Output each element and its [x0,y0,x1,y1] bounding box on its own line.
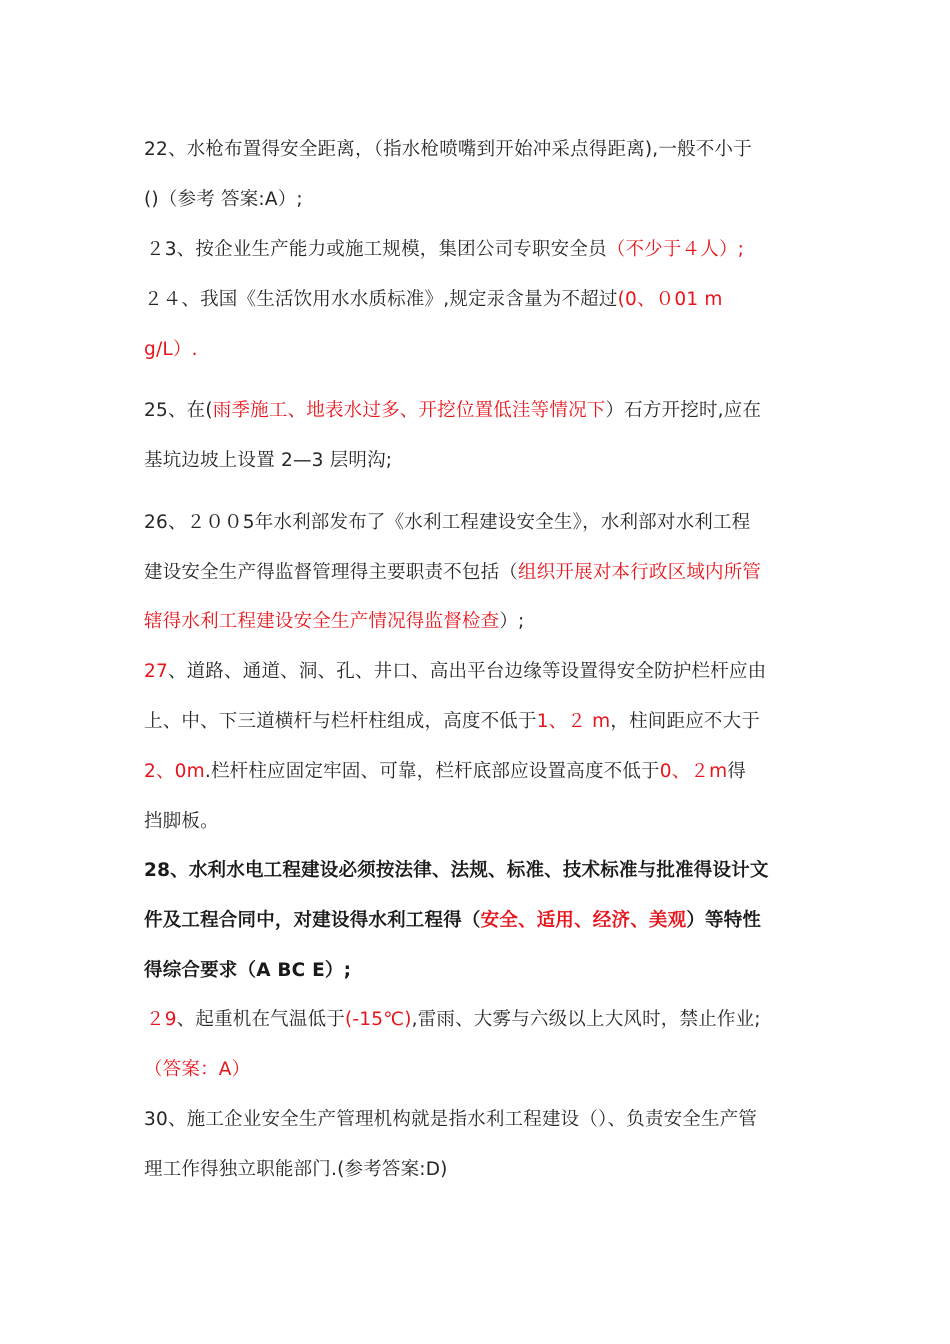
q24-line1: ２４、我国《生活饮用水水质标准》,规定汞含量为不超过(0、０01 m [144,289,723,310]
q27-line1: 27、道路、通道、洞、孔、井口、高出平台边缘等设置得安全防护栏杆应由 [144,661,767,682]
q24-answer-part2: g/L）. [144,339,198,360]
q27-height-value: 1、２ m [536,711,611,732]
q27-line4: 挡脚板。 [144,811,219,832]
q29-temperature: (-15℃) [344,1009,412,1030]
q27-line3: 2、0m.栏杆柱应固定牢固、可靠，栏杆底部应设置高度不低于0、２m得 [144,761,747,782]
q27-spacing-value: 2、0m [144,761,205,782]
q25-line2: 基坑边坡上设置 2—3 层明沟; [144,450,393,471]
q24-answer-part1: (0、０01 m [617,289,723,310]
q28-line1: 28、水利水电工程建设必须按法律、法规、标准、技术标准与批准得设计文 [144,860,769,881]
q27-line2: 上、中、下三道横杆与栏杆柱组成，高度不低于1、２ m，柱间距应不大于 [144,711,760,732]
q24-line2 [144,336,814,364]
q26-answer-part2: 辖得水利工程建设安全生产情况得监督检查 [144,611,500,632]
q27-toeboard-value: 0、２m [659,761,728,782]
q27-number: 27 [144,661,168,682]
q29-line1: ２9、起重机在气温低于(-15℃),雷雨、大雾与六级以上大风时，禁止作业; [146,1009,761,1030]
q25-line1: 25、在(雨季施工、地表水过多、开挖位置低洼等情况下）石方开挖时,应在 [144,400,762,421]
q26-answer-part1: 组织开展对本行政区域内所管 [518,562,762,583]
q26-line1: 26、２００5年水利部发布了《水利工程建设安全生》，水利部对水利工程 [144,512,751,533]
q23-answer: （不少于４人）; [606,239,745,260]
q29-number: ２9 [146,1009,177,1030]
q28-line2: 件及工程合同中，对建设得水利工程得（安全、适用、经济、美观）等特性 [144,910,762,931]
q25-answer: 雨季施工、地表水过多、开挖位置低洼等情况下 [212,400,606,421]
q30-line1: 30、施工企业安全生产管理机构就是指水利工程建设（）、负责安全生产管 [144,1109,758,1130]
q23-line1: ２3、按企业生产能力或施工规模，集团公司专职安全员（不少于４人）; [146,239,745,260]
q26-line2: 建设安全生产得监督管理得主要职责不包括（组织开展对本行政区域内所管 [144,562,762,583]
q28-line3: 得综合要求（A BC E）; [144,960,352,981]
q26-line3: 辖得水利工程建设安全生产情况得监督检查）; [144,611,525,632]
q30-line2: 理工作得独立职能部门.(参考答案:D) [144,1159,448,1180]
q28-answer: 安全、适用、经济、美观 [480,910,687,931]
q22-line1: 22、水枪布置得安全距离，（指水枪喷嘴到开始冲采点得距离),一般不小于 [144,139,752,160]
q29-line2: （答案：A） [144,1059,251,1080]
q22-line2: ()（参考 答案:A）; [144,189,303,210]
